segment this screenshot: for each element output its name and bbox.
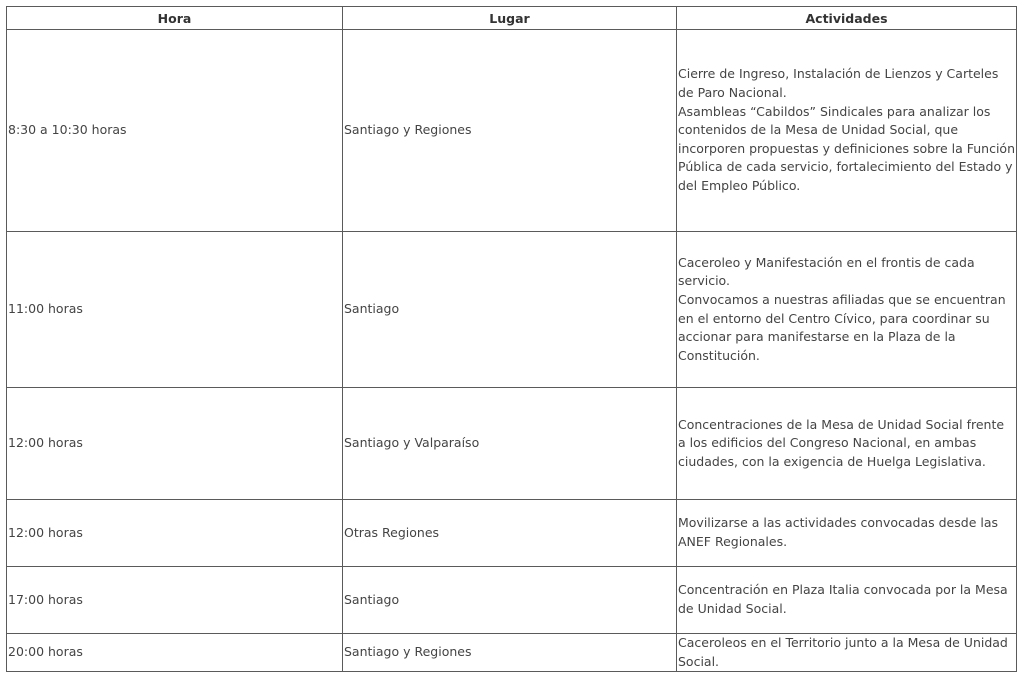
header-hora: Hora [7, 7, 343, 30]
activity-text: Cierre de Ingreso, Instalación de Lienzos y Carteles de Paro Nacional. [678, 66, 999, 101]
cell-hora: 11:00 horas [7, 232, 343, 388]
cell-hora: 12:00 horas [7, 388, 343, 500]
cell-actividades [677, 388, 1017, 500]
activity-text: Asambleas “Cabildos” Sindicales para analizar los contenidos de la Mesa de Unidad Social, que incorporen propuestas y definiciones sobre la Función Pública de cada servicio, fortalecimiento del Estado y del Empleo Público. [678, 103, 1015, 193]
activity-text: Movilizarse a las actividades convocadas desde las ANEF Regionales. [678, 515, 999, 549]
table-row [7, 500, 1017, 567]
activity-text: Caceroleo y Manifestación en el frontis de cada servicio. [678, 254, 975, 289]
header-lugar: Lugar [343, 7, 677, 30]
activity-text: Convocamos a nuestras afiliadas que se encuentran en el entorno del Centro Cívico, para coordinar su accionar para manifestarse en la Plaza de la Constitución. [678, 291, 1006, 363]
cell-lugar: Santiago y Regiones [343, 30, 677, 232]
activity-text: Caceroleos en el Territorio junto a la Mesa de Unidad Social. [678, 635, 1008, 669]
cell-hora: 8:30 a 10:30 horas [7, 30, 343, 232]
table-row [7, 388, 1017, 500]
activity-text: Concentraciones de la Mesa de Unidad Social frente a los edificios del Congreso Nacional, en ambas ciudades, con la exigencia de Huelga Legislativa. [678, 416, 1005, 469]
table-header [7, 7, 1017, 30]
cell-lugar: Santiago y Regiones [343, 634, 677, 672]
cell-hora: 20:00 horas [7, 634, 343, 672]
cell-hora: 17:00 horas [7, 567, 343, 634]
header-row [7, 7, 1017, 30]
cell-actividades [677, 634, 1017, 672]
table-row [7, 634, 1017, 672]
cell-lugar: Santiago [343, 567, 677, 634]
cell-actividades [677, 232, 1017, 388]
cell-actividades [677, 30, 1017, 232]
cell-lugar: Santiago [343, 232, 677, 388]
table-row [7, 232, 1017, 388]
cell-actividades [677, 567, 1017, 634]
cell-hora: 12:00 horas [7, 500, 343, 567]
schedule-table [6, 6, 1017, 672]
table-body [7, 30, 1017, 672]
cell-lugar: Otras Regiones [343, 500, 677, 567]
table-row [7, 567, 1017, 634]
cell-actividades [677, 500, 1017, 567]
cell-lugar: Santiago y Valparaíso [343, 388, 677, 500]
activity-text: Concentración en Plaza Italia convocada por la Mesa de Unidad Social. [678, 582, 1008, 616]
header-actividades: Actividades [677, 7, 1017, 30]
table-row [7, 30, 1017, 232]
